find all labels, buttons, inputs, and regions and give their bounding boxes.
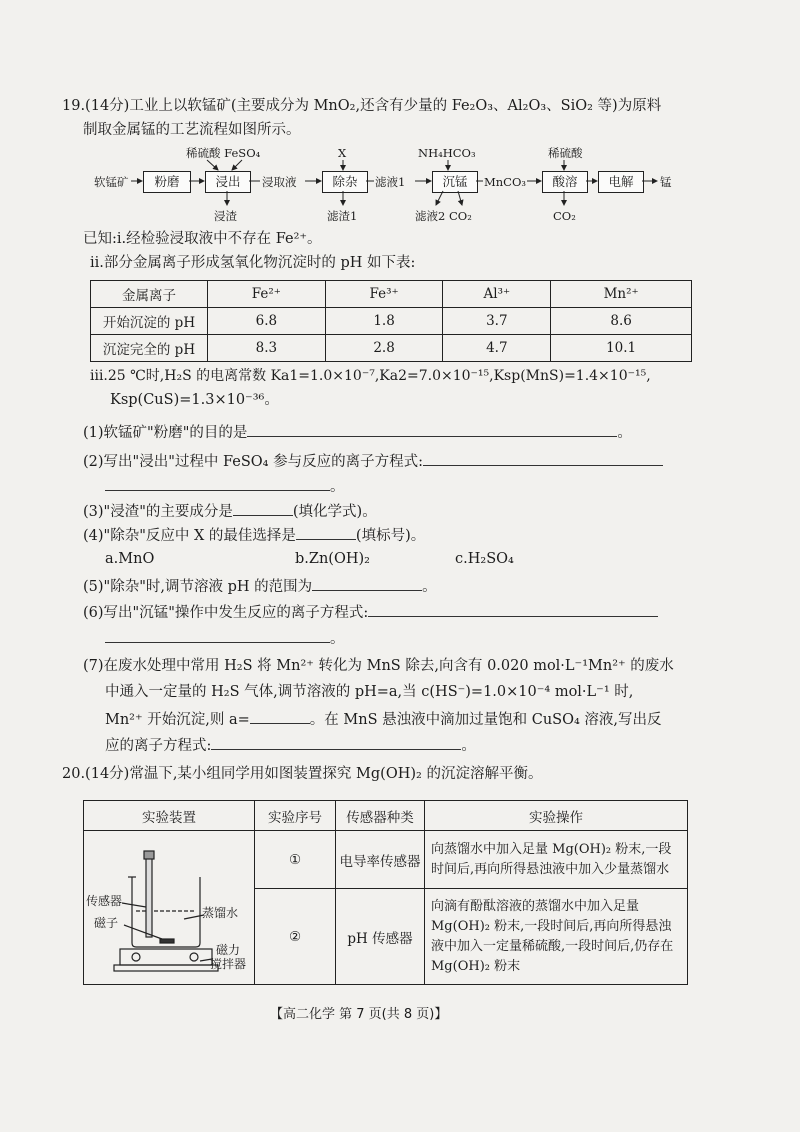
q19-line1: 19.(14分)工业上以软锰矿(主要成分为 MnO₂,还含有少量的 Fe₂O₃、Al₂O₃、SiO₂ 等)为原料 [62,98,662,114]
flow-mnco3: MnCO₃ [484,175,527,189]
question-6 [83,601,658,623]
flow-filtrate1: 滤液1 [375,175,406,189]
cell: 6.8 [208,308,326,335]
question-7d [105,734,476,756]
label-distilled-water: 蒸馏水 [202,906,239,920]
q6-text: (6)写出"沉锰"操作中发生反应的离子方程式: [83,605,369,621]
q5-text: (5)"除杂"时,调节溶液 pH 的范围为 [83,579,313,595]
page-footer: 【高二化学 第 7 页(共 8 页)】 [270,1007,448,1022]
question-5 [83,575,437,597]
flow-leach-liquid: 浸取液 [262,175,297,189]
flow-acid-input: 稀硫酸 [548,146,583,160]
flow-purify-input: X [338,146,347,160]
known-3a: ⅲ.25 ℃时,H₂S 的电离常数 Ka1=1.0×10⁻⁷,Ka2=7.0×10⁻¹⁵,Ksp(MnS)=1.4×10⁻¹⁵, [90,368,651,384]
flow-step-leach: 浸出 [205,171,251,193]
answer-line-2b[interactable] [105,475,330,491]
cell: 开始沉淀的 pH [91,308,208,335]
known-1: 已知:ⅰ.经检验浸取液中不存在 Fe²⁺。 [83,231,322,247]
question-4 [83,524,425,546]
q19-line2: 制取金属锰的工艺流程如图所示。 [83,122,301,138]
question-1 [83,421,632,443]
q7c2-text: 。在 MnS 悬浊液中滴加过量饱和 CuSO₄ 溶液,写出反 [309,712,662,728]
flow-residue1: 滤渣1 [327,209,358,223]
question-7b: 中通入一定量的 H₂S 气体,调节溶液的 pH=a,当 c(HS⁻)=1.0×10⁻⁴ mol·L⁻¹ 时, [105,684,634,700]
cell: 10.1 [551,335,692,362]
question-7a: (7)在废水处理中常用 H₂S 将 Mn²⁺ 转化为 MnS 除去,向含有 0.020 mol·L⁻¹Mn²⁺ 的废水 [83,658,674,674]
question-3 [83,500,377,522]
flow-leach-inputs: 稀硫酸 FeSO₄ [186,146,261,160]
table-row [91,308,692,335]
th-sensor: 传感器种类 [336,801,425,831]
answer-line-7a[interactable] [250,708,310,724]
th-exp-no: 实验序号 [255,801,336,831]
exp-2-operation: 向滴有酚酞溶液的蒸馏水中加入足量 Mg(OH)₂ 粉末,一段时间后,再向所得悬浊液中加入一定量稀硫酸,一段时间后,仍存在 Mg(OH)₂ 粉末 [425,889,688,985]
answer-line-4[interactable] [296,524,356,540]
answer-line-6b[interactable] [105,627,330,643]
question-6-cont [105,627,345,649]
flow-step-electrolysis: 电解 [598,171,644,193]
q7c-text: Mn²⁺ 开始沉淀,则 a= [105,712,250,728]
th-fe2: Fe²⁺ [208,281,326,308]
table-row [84,831,688,889]
label-stirrer-1: 磁力 [216,943,241,957]
cell: 8.3 [208,335,326,362]
th-mn2: Mn²⁺ [551,281,692,308]
q3-text: (3)"浸渣"的主要成分是 [83,504,233,520]
precipitation-ph-table [90,280,692,362]
cell: 3.7 [443,308,551,335]
flow-start: 软锰矿 [94,175,129,189]
exp-1-no: ① [255,831,336,889]
cell: 2.8 [325,335,443,362]
cell: 8.6 [551,308,692,335]
flow-filtrate2-co2: 滤液2 CO₂ [415,209,472,223]
flow-step-grind: 粉磨 [143,171,191,193]
experiment-table [83,800,688,985]
option-a: a.MnO [105,551,155,567]
exp-2-sensor: pH 传感器 [336,889,425,985]
q2-text: (2)写出"浸出"过程中 FeSO₄ 参与反应的离子方程式: [83,454,423,470]
label-sensor: 传感器 [86,894,123,908]
flow-acid-co2: CO₂ [553,209,576,223]
question-7c [105,708,662,730]
q1-text: (1)软锰矿"粉磨"的目的是 [83,425,248,441]
label-magnet: 磁子 [94,916,119,930]
q6-end: 。 [330,631,345,647]
q5-end: 。 [422,579,437,595]
th-apparatus: 实验装置 [84,801,255,831]
flow-precip-input: NH₄HCO₃ [418,146,476,160]
q20-line1: 20.(14分)常温下,某小组同学用如图装置探究 Mg(OH)₂ 的沉淀溶解平衡。 [62,766,543,782]
q7d-end: 。 [461,738,476,754]
known-2: ⅱ.部分金属离子形成氢氧化物沉淀时的 pH 如下表: [90,255,416,271]
q7d-text: 应的离子方程式: [105,738,212,754]
answer-line-1[interactable] [247,421,617,437]
option-b: b.Zn(OH)₂ [295,551,370,567]
flow-leach-residue: 浸渣 [214,209,237,223]
answer-line-2a[interactable] [423,450,663,466]
answer-line-6a[interactable] [368,601,658,617]
q4-end: (填标号)。 [355,528,426,544]
th-fe3: Fe³⁺ [325,281,443,308]
question-2 [83,450,663,472]
answer-line-7b[interactable] [211,734,461,750]
flow-step-mn-precip: 沉锰 [432,171,478,193]
flow-step-purify: 除杂 [322,171,368,193]
q1-end: 。 [617,425,632,441]
answer-line-3[interactable] [233,500,293,516]
flow-end: 锰 [660,175,672,189]
answer-line-5[interactable] [312,575,422,591]
table-row [91,335,692,362]
th-al3: Al³⁺ [443,281,551,308]
th-operation: 实验操作 [425,801,688,831]
exp-1-operation: 向蒸馏水中加入足量 Mg(OH)₂ 粉末,一段时间后,再向所得悬浊液中加入少量蒸馏水 [425,831,688,889]
th-ion: 金属离子 [91,281,208,308]
exp-1-sensor: 电导率传感器 [336,831,425,889]
cell: 沉淀完全的 pH [91,335,208,362]
cell: 1.8 [325,308,443,335]
exp-2-no: ② [255,889,336,985]
apparatus-cell [84,831,255,985]
q4-text: (4)"除杂"反应中 X 的最佳选择是 [83,528,296,544]
label-stirrer-2: 搅拌器 [210,957,247,971]
known-3b: Ksp(CuS)=1.3×10⁻³⁶。 [110,392,279,408]
q2-end: 。 [330,479,345,495]
flow-arrows [0,0,800,240]
question-2-cont [105,475,345,497]
option-c: c.H₂SO₄ [455,551,514,567]
q3-end: (填化学式)。 [292,504,377,520]
flow-step-acid-dissolve: 酸溶 [542,171,588,193]
cell: 4.7 [443,335,551,362]
